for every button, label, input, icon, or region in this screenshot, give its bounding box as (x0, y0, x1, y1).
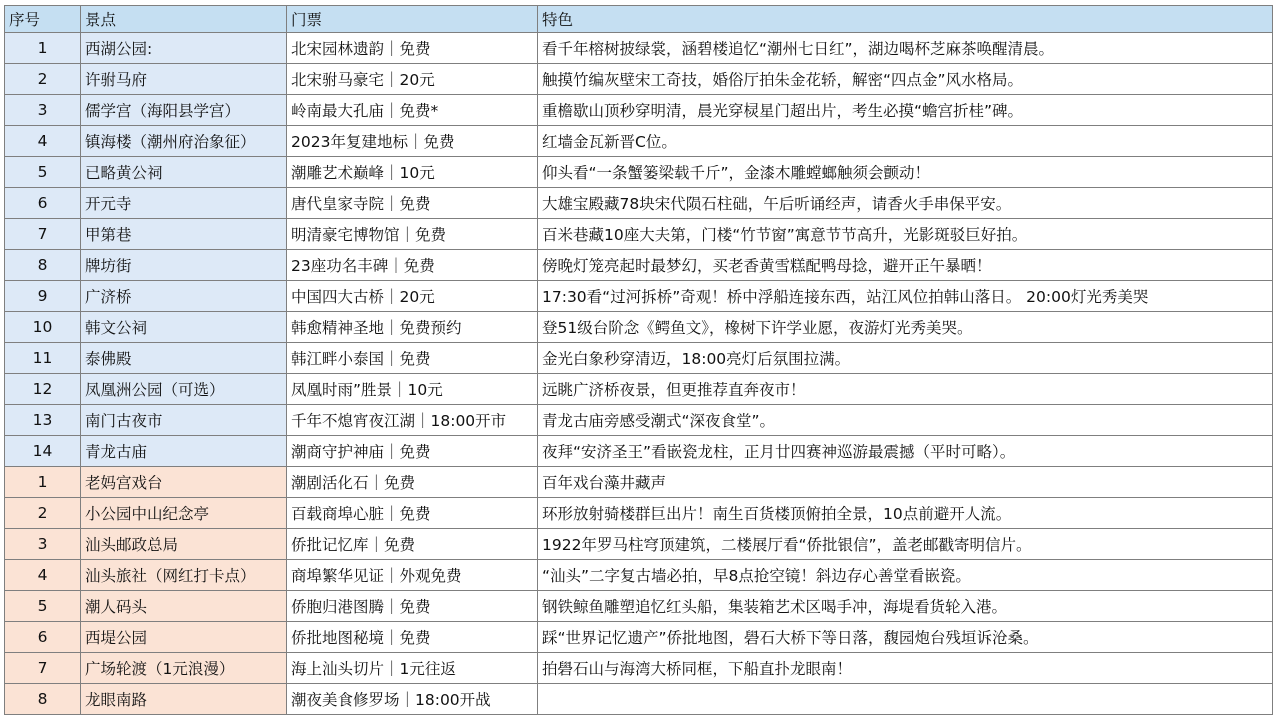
feature-text: 傍晚灯笼亮起时最梦幻，买老香黄雪糕配鸭母捻，避开正午暴晒！ (538, 250, 1273, 281)
ticket-info: 侨批地图秘境｜免费 (287, 622, 538, 653)
ticket-info: 北宋驸马豪宅｜20元 (287, 64, 538, 95)
table-row (5, 436, 1273, 467)
feature-text: 大雄宝殿藏78块宋代陨石柱础，午后听诵经声，请香火手串保平安。 (538, 188, 1273, 219)
row-index: 4 (5, 560, 81, 591)
table-row (5, 219, 1273, 250)
row-index: 11 (5, 343, 81, 374)
attraction-name: 小公园中山纪念亭 (81, 498, 287, 529)
table-row (5, 126, 1273, 157)
header-ticket: 门票 (287, 6, 538, 33)
feature-text: 环形放射骑楼群巨出片！南生百货楼顶俯拍全景，10点前避开人流。 (538, 498, 1273, 529)
row-index: 7 (5, 653, 81, 684)
ticket-info: 潮商守护神庙｜免费 (287, 436, 538, 467)
ticket-info: 侨批记忆库｜免费 (287, 529, 538, 560)
row-index: 12 (5, 374, 81, 405)
row-index: 4 (5, 126, 81, 157)
ticket-info: 百载商埠心脏｜免费 (287, 498, 538, 529)
ticket-info: 北宋园林遗韵｜免费 (287, 33, 538, 64)
row-index: 1 (5, 33, 81, 64)
ticket-info: 岭南最大孔庙｜免费* (287, 95, 538, 126)
table-row (5, 498, 1273, 529)
attraction-name: 广济桥 (81, 281, 287, 312)
feature-text: 百米巷藏10座大夫第，门楼“竹节窗”寓意节节高升，光影斑驳巨好拍。 (538, 219, 1273, 250)
row-index: 2 (5, 64, 81, 95)
ticket-info: 海上汕头切片｜1元往返 (287, 653, 538, 684)
row-index: 7 (5, 219, 81, 250)
attraction-name: 儒学宫（海阳县学宫） (81, 95, 287, 126)
table-row (5, 467, 1273, 498)
attraction-name: 牌坊街 (81, 250, 287, 281)
attraction-name: 潮人码头 (81, 591, 287, 622)
row-index: 10 (5, 312, 81, 343)
header-attraction: 景点 (81, 6, 287, 33)
ticket-info: 潮雕艺术巅峰｜10元 (287, 157, 538, 188)
feature-text: 百年戏台藻井藏声 (538, 467, 1273, 498)
row-index: 6 (5, 188, 81, 219)
table-row (5, 591, 1273, 622)
ticket-info: 商埠繁华见证｜外观免费 (287, 560, 538, 591)
ticket-info: 凤凰时雨”胜景｜10元 (287, 374, 538, 405)
ticket-info: 明清豪宅博物馆｜免费 (287, 219, 538, 250)
ticket-info: 侨胞归港图腾｜免费 (287, 591, 538, 622)
attraction-name: 甲第巷 (81, 219, 287, 250)
feature-text (538, 684, 1273, 715)
feature-text: “汕头”二字复古墙必拍，早8点抢空镜！斜边存心善堂看嵌瓷。 (538, 560, 1273, 591)
feature-text: 1922年罗马柱穹顶建筑，二楼展厅看“侨批银信”，盖老邮戳寄明信片。 (538, 529, 1273, 560)
table-row (5, 405, 1273, 436)
attraction-name: 凤凰洲公园（可选） (81, 374, 287, 405)
attraction-name: 龙眼南路 (81, 684, 287, 715)
feature-text: 青龙古庙旁感受潮式“深夜食堂”。 (538, 405, 1273, 436)
row-index: 2 (5, 498, 81, 529)
ticket-info: 中国四大古桥｜20元 (287, 281, 538, 312)
table-row (5, 343, 1273, 374)
ticket-info: 2023年复建地标｜免费 (287, 126, 538, 157)
table-row (5, 64, 1273, 95)
table-row (5, 157, 1273, 188)
row-index: 5 (5, 591, 81, 622)
attraction-name: 南门古夜市 (81, 405, 287, 436)
attraction-name: 泰佛殿 (81, 343, 287, 374)
table-body (5, 33, 1273, 715)
feature-text: 踩“世界记忆遗产”侨批地图，礐石大桥下等日落，馥园炮台残垣诉沧桑。 (538, 622, 1273, 653)
attraction-name: 开元寺 (81, 188, 287, 219)
feature-text: 拍礐石山与海湾大桥同框，下船直扑龙眼南！ (538, 653, 1273, 684)
row-index: 8 (5, 250, 81, 281)
table-row (5, 281, 1273, 312)
ticket-info: 潮夜美食修罗场｜18:00开战 (287, 684, 538, 715)
attraction-name: 韩文公祠 (81, 312, 287, 343)
feature-text: 17:30看“过河拆桥”奇观！桥中浮船连接东西，站江风位拍韩山落日。 20:00灯光秀美哭 (538, 281, 1273, 312)
row-index: 3 (5, 529, 81, 560)
row-index: 3 (5, 95, 81, 126)
row-index: 6 (5, 622, 81, 653)
itinerary-table (4, 5, 1273, 715)
row-index: 1 (5, 467, 81, 498)
feature-text: 触摸竹编灰壁宋工奇技，婚俗厅拍朱金花轿，解密“四点金”风水格局。 (538, 64, 1273, 95)
table-row (5, 95, 1273, 126)
feature-text: 远眺广济桥夜景，但更推荐直奔夜市！ (538, 374, 1273, 405)
table-row (5, 188, 1273, 219)
row-index: 8 (5, 684, 81, 715)
feature-text: 钢铁鲸鱼雕塑追忆红头船，集装箱艺术区喝手冲，海堤看货轮入港。 (538, 591, 1273, 622)
feature-text: 仰头看“一条蟹篓梁载千斤”，金漆木雕螳螂触须会颤动！ (538, 157, 1273, 188)
table-row (5, 312, 1273, 343)
row-index: 9 (5, 281, 81, 312)
feature-text: 金光白象秒穿清迈，18:00亮灯后氛围拉满。 (538, 343, 1273, 374)
ticket-info: 23座功名丰碑｜免费 (287, 250, 538, 281)
feature-text: 重檐歇山顶秒穿明清，晨光穿棂星门超出片，考生必摸“蟾宫折桂”碑。 (538, 95, 1273, 126)
attraction-name: 汕头旅社（网红打卡点） (81, 560, 287, 591)
table-row (5, 560, 1273, 591)
attraction-name: 老妈宫戏台 (81, 467, 287, 498)
attraction-name: 西堤公园 (81, 622, 287, 653)
table-row (5, 374, 1273, 405)
ticket-info: 唐代皇家寺院｜免费 (287, 188, 538, 219)
row-index: 14 (5, 436, 81, 467)
table-row (5, 622, 1273, 653)
header-index: 序号 (5, 6, 81, 33)
table-row (5, 529, 1273, 560)
attraction-name: 广场轮渡（1元浪漫） (81, 653, 287, 684)
ticket-info: 千年不熄宵夜江湖｜18:00开市 (287, 405, 538, 436)
table-row (5, 684, 1273, 715)
table-row (5, 33, 1273, 64)
row-index: 5 (5, 157, 81, 188)
ticket-info: 韩江畔小泰国｜免费 (287, 343, 538, 374)
attraction-name: 西湖公园: (81, 33, 287, 64)
ticket-info: 潮剧活化石｜免费 (287, 467, 538, 498)
ticket-info: 韩愈精神圣地｜免费预约 (287, 312, 538, 343)
table-row (5, 653, 1273, 684)
feature-text: 红墙金瓦新晋C位。 (538, 126, 1273, 157)
header-feature: 特色 (538, 6, 1273, 33)
table-row (5, 250, 1273, 281)
header-row (5, 6, 1273, 33)
feature-text: 登51级台阶念《鳄鱼文》，橡树下许学业愿，夜游灯光秀美哭。 (538, 312, 1273, 343)
attraction-name: 汕头邮政总局 (81, 529, 287, 560)
attraction-name: 镇海楼（潮州府治象征） (81, 126, 287, 157)
attraction-name: 青龙古庙 (81, 436, 287, 467)
attraction-name: 许驸马府 (81, 64, 287, 95)
feature-text: 看千年榕树披绿裳，涵碧楼追忆“潮州七日红”，湖边喝杯芝麻茶唤醒清晨。 (538, 33, 1273, 64)
row-index: 13 (5, 405, 81, 436)
attraction-name: 已略黄公祠 (81, 157, 287, 188)
feature-text: 夜拜“安济圣王”看嵌瓷龙柱，正月廿四赛神巡游最震撼（平时可略）。 (538, 436, 1273, 467)
